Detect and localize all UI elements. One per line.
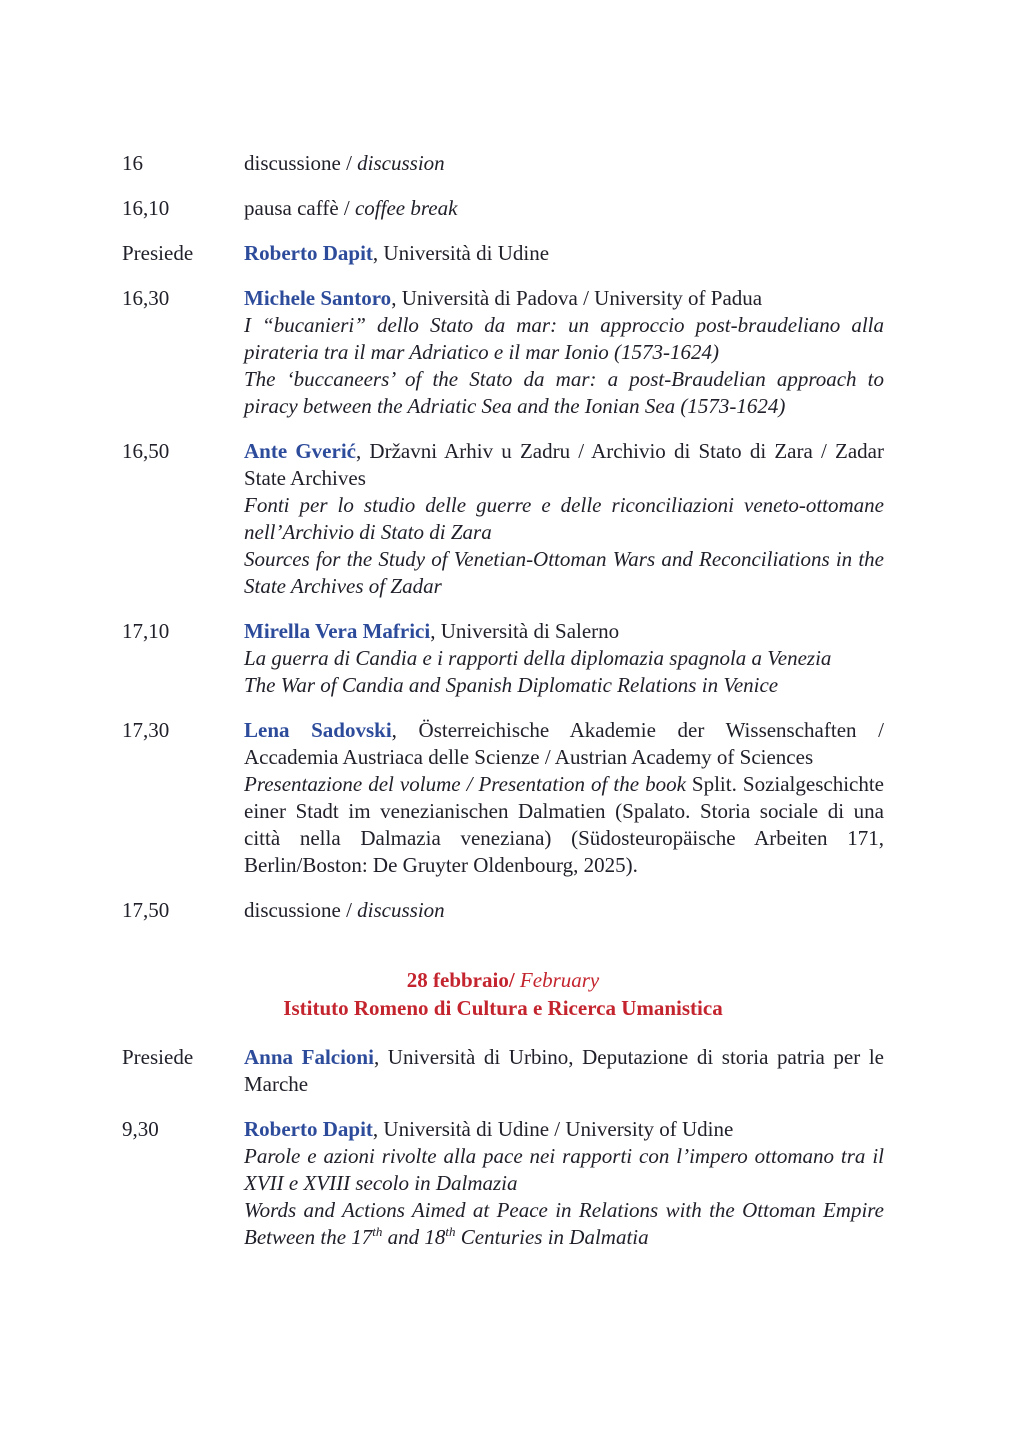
talk-row [122, 438, 884, 600]
row-content [244, 438, 884, 600]
row-content [244, 897, 884, 924]
activity-label: discussione / [244, 151, 358, 175]
row-content [244, 1116, 884, 1251]
speaker-affiliation: , Università di Padova / University of Padua [391, 286, 763, 310]
row-content [244, 150, 884, 177]
speaker-name: Michele Santoro [244, 286, 392, 310]
talk-title-english: The War of Candia and Spanish Diplomatic Relations in Venice [244, 673, 779, 697]
section-date [122, 966, 884, 994]
speaker-affiliation: , Državni Arhiv u Zadru / Archivio di Stato di Zara / Zadar State Archives [244, 439, 884, 490]
time-label: 17,10 [122, 619, 170, 643]
speaker-affiliation: , Università di Salerno [430, 619, 620, 643]
speaker-name: Mirella Vera Mafrici [244, 619, 431, 643]
activity-label-translation: coffee break [354, 196, 458, 220]
speaker-line [244, 717, 884, 771]
talk-row [122, 618, 884, 699]
time-label: 16,50 [122, 439, 170, 463]
talk-row [122, 717, 884, 879]
row-content [244, 195, 884, 222]
section-venue: Istituto Romeno di Cultura e Ricerca Umanistica [283, 996, 723, 1020]
activity-label: pausa caffè / [244, 196, 355, 220]
chair-row [122, 1044, 884, 1098]
presentation-label: Presentazione del volume / Presentation of the book [244, 772, 692, 796]
row-content [244, 285, 884, 420]
time-label: 9,30 [122, 1117, 159, 1141]
talk-title-english [244, 1197, 884, 1251]
title-text-part: and 18 [382, 1225, 446, 1249]
section-date-italian: 28 febbraio/ [406, 968, 515, 992]
talk-title-italian: I “bucanieri” dello Stato da mar: un approccio post-braudeliano alla pirateria tra il mar Adriatico e il mar Ionio (1573-1624) [244, 313, 884, 364]
ordinal-superscript: th [372, 1224, 383, 1239]
speaker-affiliation: , Università di Urbino, Deputazione di storia patria per le Marche [244, 1045, 884, 1096]
chair-label: Presiede [122, 1045, 194, 1069]
speaker-name: Ante Gverić [244, 439, 356, 463]
talk-title-italian: Fonti per lo studio delle guerre e delle riconciliazioni veneto-ottomane nell’Archivio di Stato di Zara [244, 493, 884, 544]
book-presentation-line [244, 771, 884, 879]
talk-title-italian: Parole e azioni rivolte alla pace nei rapporti con l’impero ottomano tra il XVII e XVIII secolo in Dalmazia [244, 1144, 884, 1195]
row-content [244, 618, 884, 699]
row-content [244, 1044, 884, 1098]
schedule-row [122, 897, 884, 924]
time-label: 16,30 [122, 286, 170, 310]
time-label: 16 [122, 151, 143, 175]
speaker-name: Anna Falcioni [244, 1045, 374, 1069]
speaker-line [244, 1116, 884, 1143]
speaker-line [244, 618, 884, 645]
speaker-affiliation: , Università di Udine / University of Udine [372, 1117, 734, 1141]
chair-label: Presiede [122, 241, 194, 265]
ordinal-superscript: th [445, 1224, 456, 1239]
talk-title-english: The ‘buccaneers’ of the Stato da mar: a post-Braudelian approach to piracy between the Adriatic Sea and the Ionian Sea (1573-1624) [244, 367, 884, 418]
title-text-part: Centuries in Dalmatia [455, 1225, 649, 1249]
row-content [244, 717, 884, 879]
schedule-row [122, 150, 884, 177]
program-text-block [122, 150, 884, 1269]
speaker-line [244, 438, 884, 492]
activity-label: discussione / [244, 898, 358, 922]
speaker-line [244, 285, 884, 312]
book-reference: Split. Sozialgeschichte einer Stadt im venezianischen Dalmatien (Spalato. Storia sociale di una città nella Dalmazia veneziana) (Südosteuropäische Arbeiten 171, Berlin/Boston: De Gruyter Oldenbourg, 2025). [244, 772, 884, 877]
speaker-name: Roberto Dapit [244, 1117, 373, 1141]
activity-label-translation: discussion [357, 151, 445, 175]
chair-row [122, 240, 884, 267]
talk-row [122, 1116, 884, 1251]
time-label: 17,50 [122, 898, 170, 922]
section-date-english: February [514, 968, 600, 992]
talk-row [122, 285, 884, 420]
speaker-affiliation: , Università di Udine [372, 241, 550, 265]
time-label: 17,30 [122, 718, 170, 742]
talk-title-english: Sources for the Study of Venetian-Ottoman Wars and Reconciliations in the State Archives of Zadar [244, 547, 884, 598]
speaker-affiliation: , Österreichische Akademie der Wissenschaften / Accademia Austriaca delle Scienze / Austrian Academy of Sciences [244, 718, 884, 769]
row-content [244, 240, 884, 267]
speaker-name: Roberto Dapit [244, 241, 373, 265]
activity-label-translation: discussion [357, 898, 445, 922]
schedule-row [122, 195, 884, 222]
talk-title-italian: La guerra di Candia e i rapporti della diplomazia spagnola a Venezia [244, 646, 832, 670]
section-header [122, 966, 884, 1022]
speaker-name: Lena Sadovski [244, 718, 392, 742]
title-text-part: Words and Actions Aimed at Peace in Relations with the Ottoman Empire Between the 17 [244, 1198, 884, 1249]
time-label: 16,10 [122, 196, 170, 220]
